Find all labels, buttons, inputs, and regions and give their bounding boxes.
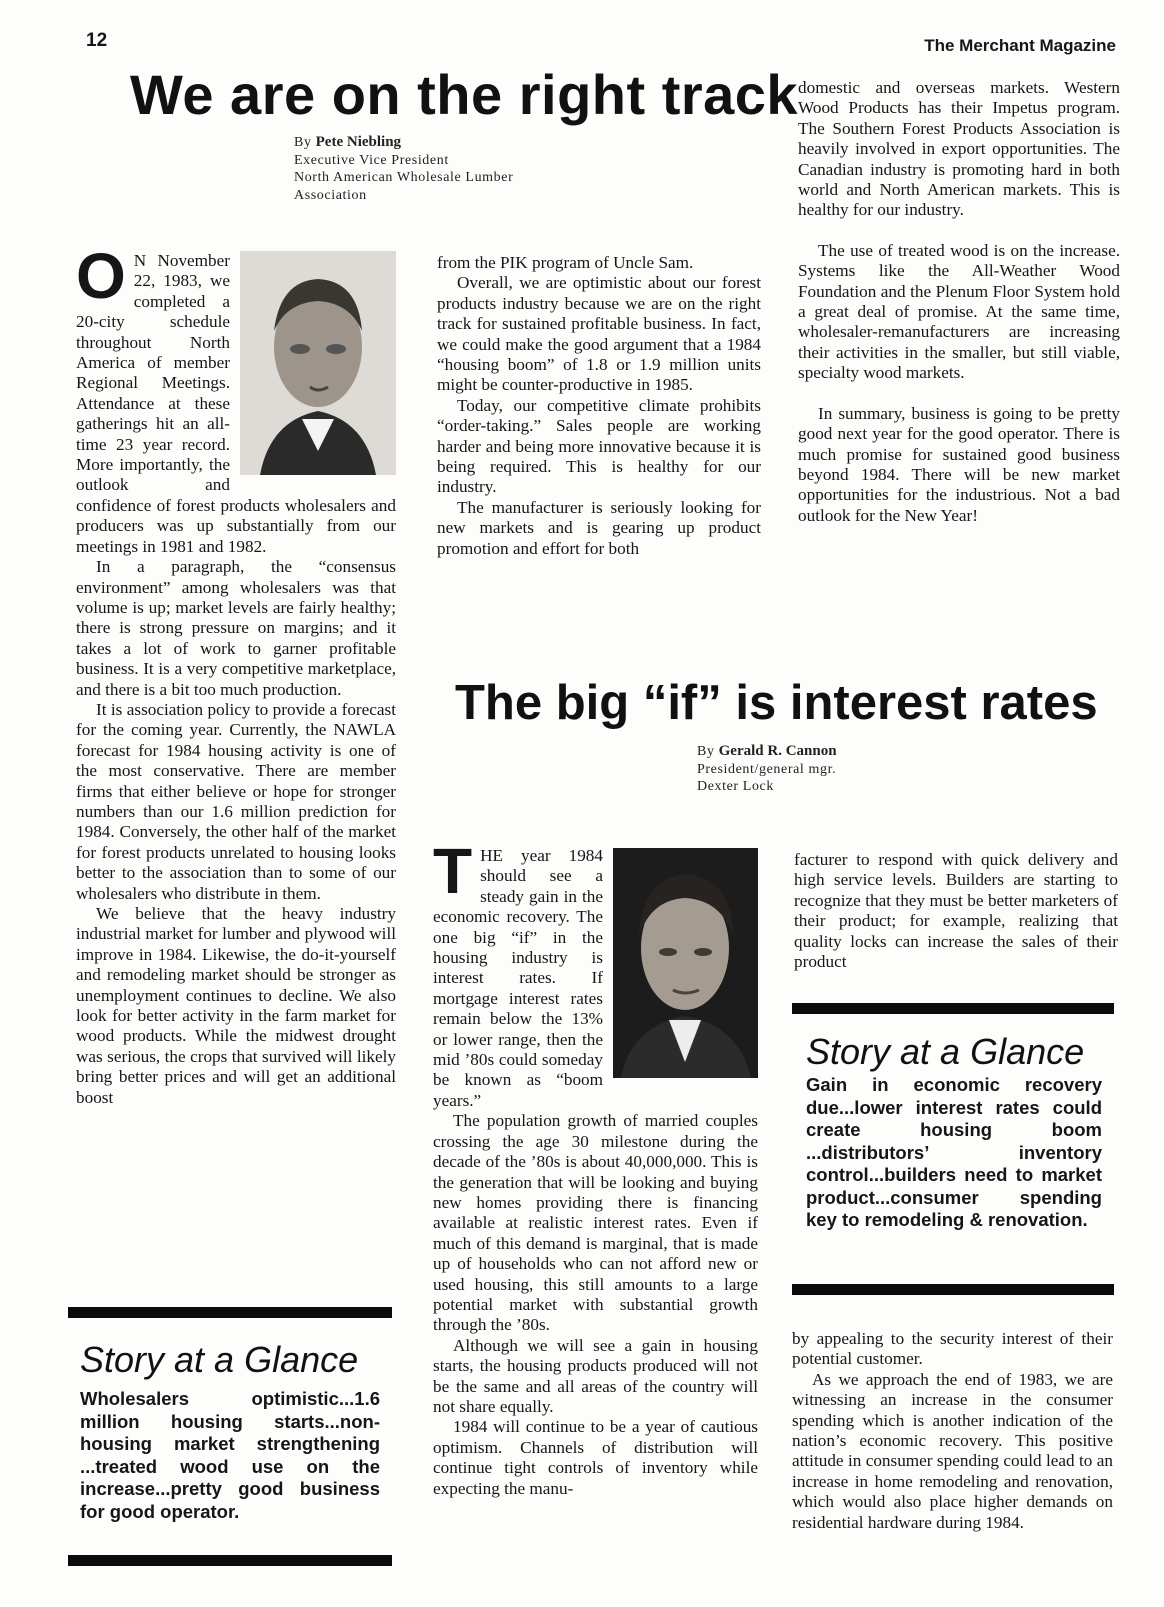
magazine-title: The Merchant Magazine <box>924 36 1116 55</box>
article2-byline <box>697 743 837 796</box>
paragraph: We believe that the heavy industry industrial market for lumber and plywood will improve in 1984. Likewise, the do-it-yourself and remodeling market should be stronger as unemployment continues to decline. We also look for better activity in the farm market for wood products. While the midwest drought was serious, the crops that survived will likely bring better prices and will get an additional boost <box>76 904 396 1107</box>
paragraph: In a paragraph, the “consensus environment” among wholesalers was that volume is up; market levels are fairly healthy; there is strong pressure on margins; and it takes a lot of work to garner profitable business. It is a very competitive marketplace, and there is a bit too much production. <box>76 557 396 699</box>
divider-rule <box>792 1284 1114 1295</box>
divider-rule <box>68 1307 392 1318</box>
byline-author: Pete Niebling <box>315 134 402 150</box>
paragraph: Overall, we are optimistic about our forest products industry because we are on the right track for sustained profitable business. In fact, we could make the good argument that a 1984 “housing boom” of 1.8 or 1.9 million units might be counter-productive in 1985. <box>437 273 761 395</box>
story-at-a-glance-title: Story at a Glance <box>80 1339 359 1380</box>
byline-org: North American Wholesale Lumber <box>294 170 514 185</box>
paragraph: The manufacturer is seriously looking for new markets and is gearing up product promotion and effort for both <box>437 497 761 558</box>
paragraph: domestic and overseas markets. Western Wood Products has their Impetus program. The Southern Forest Products Association is heavily involved in export opportunities. The Canadian industry is promoting hard in both world and North American markets. This is healthy for our industry. <box>798 78 1120 220</box>
story-at-a-glance-text: Gain in economic recovery due...lower interest rates could create housing boom ...distributors’ inventory control...builders need to market product...consumer spending key to remodeling & renovation. <box>806 1074 1102 1230</box>
divider-rule <box>792 1003 1114 1014</box>
article2-column-3-bottom <box>792 1329 1113 1533</box>
article1-lead-paragraph: N November 22, 1983, we completed a 20-city schedule throughout North America of member Regional Meetings. Attendance at these gatherings hit an all-time 23 year record. More importantly, the outlook and confidence of forest products wholesalers and producers was up substantially from our meetings in 1981 and 1982. <box>76 251 396 556</box>
article1-column-2 <box>437 253 761 559</box>
byline-by: By <box>697 744 719 759</box>
dropcap: O <box>76 240 126 312</box>
page-number: 12 <box>86 30 108 51</box>
paragraph: from the PIK program of Uncle Sam. <box>437 253 694 272</box>
article1-column-1 <box>76 240 396 1108</box>
article1-headline: We are on the right track <box>130 63 799 126</box>
dropcap: T <box>433 835 473 907</box>
paragraph: As we approach the end of 1983, we are witnessing an increase in the consumer spending which is another indication of the nation’s economic recovery. This positive attitude in consumer spending could lead to an increase in home remodeling and renovation, which would also place higher demands on residential hardware during 1984. <box>792 1369 1113 1532</box>
article2-lead-paragraph: HE year 1984 should see a steady gain in the economic recovery. The one big “if” in the housing industry is interest rates. If mortgage interest rates remain below the 13% or lower range, then the mid ’80s could someday be known as “boom years.” <box>433 846 603 1110</box>
byline-author: Gerald R. Cannon <box>718 743 837 759</box>
article2-headline: The big “if” is interest rates <box>455 676 1098 730</box>
story-at-a-glance-title: Story at a Glance <box>806 1031 1085 1072</box>
byline-org: Association <box>294 187 367 203</box>
paragraph: by appealing to the security interest of their potential customer. <box>792 1329 1113 1369</box>
paragraph: In summary, business is going to be pretty good next year for the good operator. There is much promise for sustained good business beyond 1984. There will be new market opportunities for the industrious. Not a bad outlook for the New Year! <box>798 403 1120 525</box>
article2-column-2 <box>433 835 758 1499</box>
byline-title: President/general mgr. <box>697 761 837 777</box>
paragraph: Although we will see a gain in housing starts, the housing products produced will not be the same and all areas of the country will not share equally. <box>433 1335 758 1416</box>
paragraph: The use of treated wood is on the increase. Systems like the All-Weather Wood Foundation and the Plenum Floor System hold a great deal of promise. At the same time, wholesaler-remanufacturers are increasing their activities in the smaller, but still viable, specialty wood markets. <box>798 240 1120 383</box>
byline-title: Executive Vice President <box>294 152 449 168</box>
byline-by: By <box>294 135 316 150</box>
paragraph: It is association policy to provide a forecast for the coming year. Currently, the NAWLA forecast for 1984 housing activity is one of the most conservative. There are member firms that either believe or hope for stronger numbers than our 1.6 million prediction for 1984. Conversely, the other half of the market for forest products unrelated to housing looks better to the association than to some of our wholesalers who distribute in them. <box>76 699 396 903</box>
divider-rule <box>68 1555 392 1566</box>
author-photo-cannon <box>613 848 758 1078</box>
paragraph: 1984 will continue to be a year of cautious optimism. Channels of distribution will continue tight controls of inventory while expecting the manu- <box>433 1417 758 1498</box>
article1-byline <box>294 134 513 204</box>
paragraph: facturer to respond with quick delivery and high service levels. Builders are starting to recognize that they must be better marketers of their product; for example, realizing that quality locks can increase the sales of their product <box>794 850 1118 972</box>
story-at-a-glance-text: Wholesalers optimistic...1.6 million housing starts...non-housing market strengthening ...treated wood use on the increase...pretty good business for good operator. <box>80 1388 380 1522</box>
paragraph: Today, our competitive climate prohibits “order-taking.” Sales people are working harder and being more innovative because it is being required. This is healthy for our industry. <box>437 395 761 497</box>
author-photo-niebling <box>240 251 396 475</box>
article1-column-3 <box>798 78 1120 526</box>
byline-org: Dexter Lock <box>697 779 774 794</box>
article2-column-3-top <box>794 850 1118 972</box>
paragraph: The population growth of married couples crossing the age 30 milestone during the decade of the ’80s is about 40,000,000. This is the generation that will be looking and buying new homes providing there is financing available at realistic interest rates. Even if much of this demand is marginal, that is made up of households who can not afford new or used housing, this still amounts to a large potential market with substantial growth through the ’80s. <box>433 1111 758 1335</box>
